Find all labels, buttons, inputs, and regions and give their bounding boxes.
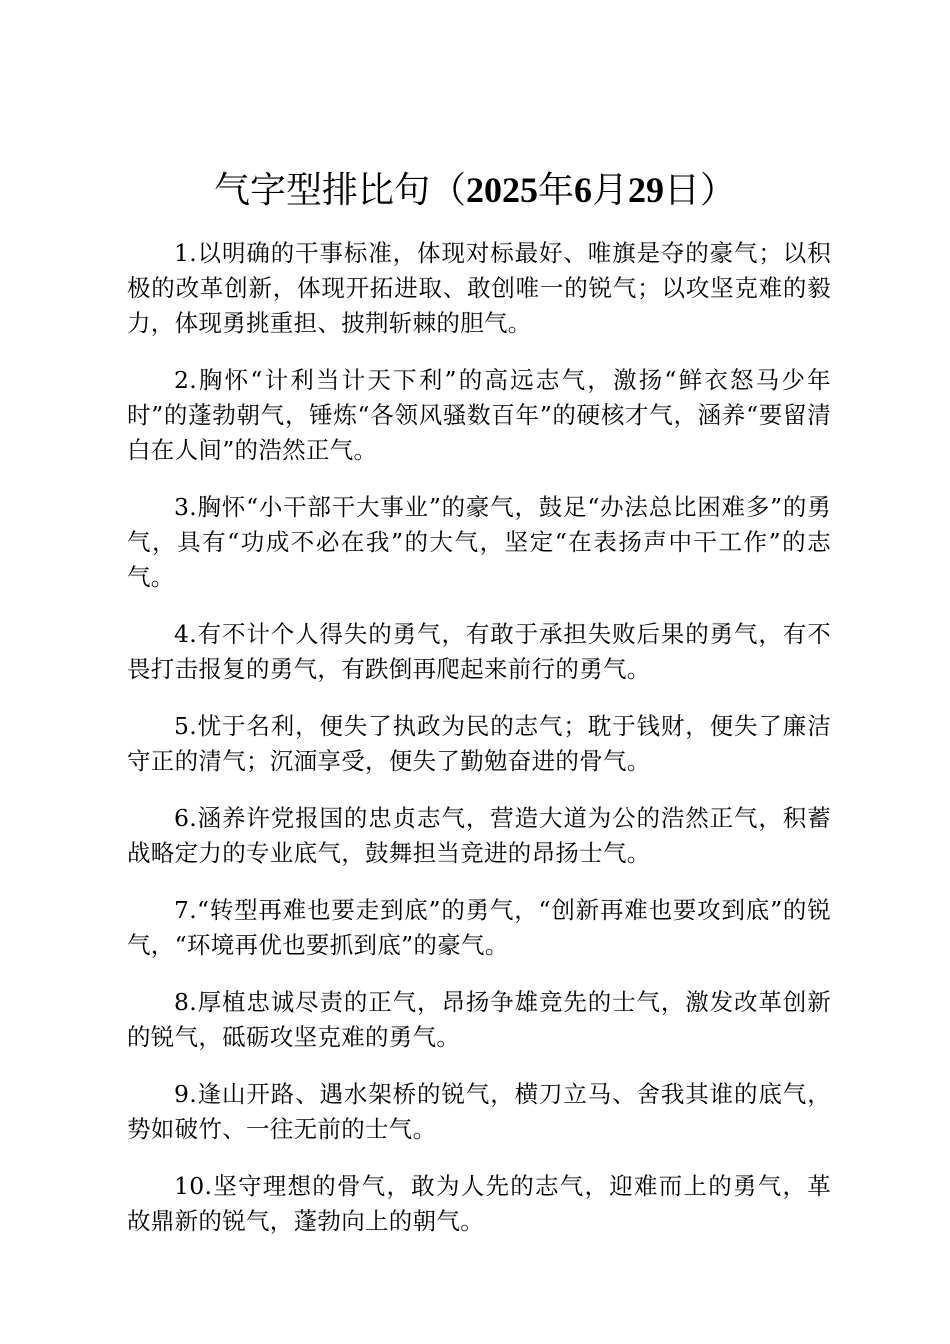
paragraph-6: 6.涵养许党报国的忠贞志气，营造大道为公的浩然正气，积蓄战略定力的专业底气，鼓舞担当竞进的昂扬士气。 [127,804,831,867]
title-day: 29 [628,170,665,210]
paragraph-3: 3.胸怀“小干部干大事业”的豪气，鼓足“办法总比困难多”的勇气，具有“功成不必在我”的大气，坚定“在表扬声中干工作”的志气。 [127,493,831,591]
paragraph-9: 9.逢山开路、遇水架桥的锐气，横刀立马、舍我其谁的底气，势如破竹、一往无前的士气。 [127,1080,831,1143]
paragraph-4: 4.有不计个人得失的勇气，有敢于承担失败后果的勇气，有不畏打击报复的勇气，有跌倒再爬起来前行的勇气。 [127,620,831,683]
title-month: 6 [574,170,592,210]
paragraph-7: 7.“转型再难也要走到底”的勇气，“创新再难也要攻到底”的锐气，“环境再优也要抓到底”的豪气。 [127,896,831,959]
paragraph-8: 8.厚植忠诚尽责的正气，昂扬争雄竞先的士气，激发改革创新的锐气，砥砺攻坚克难的勇气。 [127,988,831,1051]
title-year: 2025 [465,170,538,210]
paragraph-10: 10.坚守理想的骨气，敢为人先的志气，迎难而上的勇气，革故鼎新的锐气，蓬勃向上的朝气。 [127,1172,831,1235]
document-title [0,168,950,213]
title-month-char: 月 [592,170,629,211]
paragraph-1: 1.以明确的干事标准，体现对标最好、唯旗是夺的豪气；以积极的改革创新，体现开拓进取、敢创唯一的锐气；以攻坚克难的毅力，体现勇挑重担、披荆斩棘的胆气。 [127,239,831,337]
title-suffix: 日） [664,170,737,211]
title-year-char: 年 [537,170,574,211]
title-prefix: 气字型排比句（ [213,170,466,211]
document-body [127,236,831,1261]
paragraph-2: 2.胸怀“计利当计天下利”的高远志气，激扬“鲜衣怒马少年时”的蓬勃朝气，锤炼“各领风骚数百年”的硬核才气，涵养“要留清白在人间”的浩然正气。 [127,366,831,464]
paragraph-5: 5.忧于名利，便失了执政为民的志气；耽于钱财，便失了廉洁守正的清气；沉湎享受，便失了勤勉奋进的骨气。 [127,712,831,775]
